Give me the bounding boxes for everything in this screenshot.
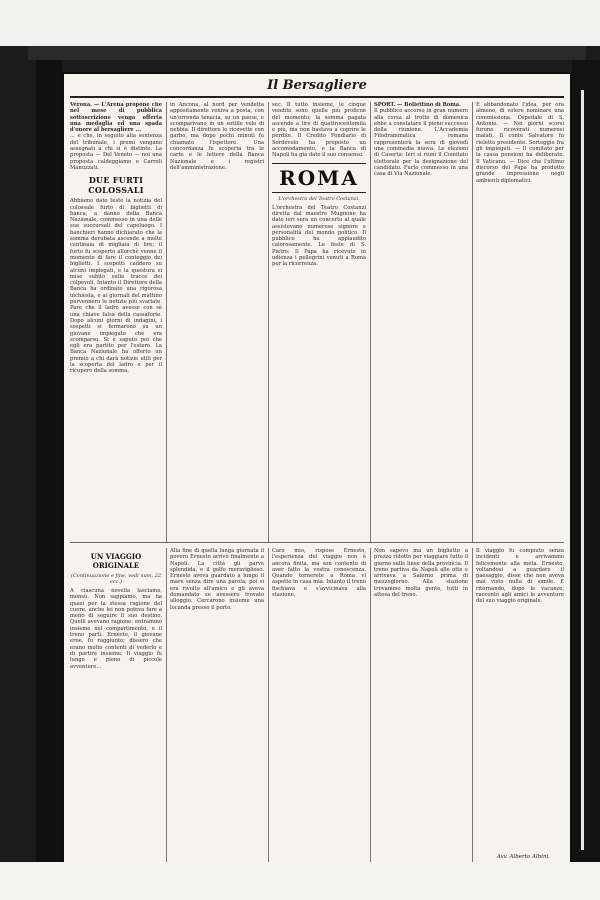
column-divider [268,548,269,866]
article-body-napoli: Alla fine di quella lunga giornata il povero Ernesto arrivò finalmente a Napoli. La città gli parve splendida, e il golfo meraviglioso. Ernesto aveva guardato a lungo il mare senza dire una parola; poi si era rivolto all'amico e gli aveva domandato se avessero trovato alloggio. Cercarono insieme una locanda presso il porto. [170,548,264,611]
article-body-ancona: in Ancona, al nord per vendetta appositamente veniva a posta, con un'orrenda tenacia, su un paese, e scomparivano in un sottile velo di nebbia. Il direttore lo ricevette con garbo, ma dopo pochi minuti fu chiamato l'ispettore. Una concordanza fu scoperta tra le carte e le lettere della Banca Nazionale e i registri dell'amministrazione. [170,102,264,171]
binding-edge-left [36,60,62,862]
column-3-top [272,102,366,542]
article-body-salerno: Non sapevo ma un biglietto a prezzo ridotto per viaggiare tutto il giorno sulle linee della provincia. Il treno partiva da Napoli alle otto e arrivava a Salerno prima di mezzogiorno. Alla stazione trovammo molta gente, tutti in attesa del treno. [374,548,468,599]
column-divider [268,102,269,542]
article-lead-sport: SPORT. — Bollettino di Roma. [374,102,461,108]
column-5-top [476,102,564,542]
column-divider [472,102,473,542]
column-divider [472,548,473,866]
article-body-roma: L'orchestra del Teatro Costanzi diretta dal maestro Mugnone ha dato ieri sera un concerto al quale assistevano numerose signore e personalità del mondo politico. Il pubblico ha applaudito calorosamente. Le feste di S. Pietro: Il Papa ha ricevuto in udienza i pellegrini venuti a Roma per la ricorrenza. [272,204,366,268]
article-lead-verona: Verona. — L'Arena propone che nel mese di pubblica sottoscrizione venga offerta una medaglia ed una spada d'onore al bersagliere ... [70,102,162,134]
masthead: Il Bersagliere [267,78,367,93]
column-2-top [170,102,264,542]
column-4-top [374,102,468,542]
column-divider [166,548,167,866]
scanner-background-top [0,0,600,46]
author-signature: Avv. Alberto Albini. [496,854,550,860]
article-body-vaticano: E abbandonato l'idea, per ora almeno, di volere nominare una commissione. Ospedale di S. Antonio. — Nei giorni scorsi furono ricoverati numerosi malati. Il conte Salvatore fu rieletto presidente. Sorteggio fra gli impiegati. — Il comitato per la cassa pensioni ha deliberato. Il Vaticano. — Dice che l'ultimo discorso del Papa ha prodotto grande impressione negli ambienti diplomatici. [476,102,564,184]
column-2-bottom [170,548,264,866]
subheading-orchestra: L'orchestra del Teatro Costanzi. [278,195,360,202]
heading-due-furti: DUE FURTI COLOSSALI [88,175,144,196]
newspaper-page [62,72,572,872]
column-3-bottom [272,548,366,866]
column-4-bottom [374,548,468,866]
article-body-due-furti: Abbiamo dato testè la notizia del colossale furto di biglietti di banca, a danno della Banca Nazionale, commesso in una delle sue succursali del capoluogo. I banchieri hanno dichiarato che la somma derubata ascende a molte centinaia di migliaia di lire; il furto fu scoperto allorchè venne il momento di fare il conteggio dei biglietti. I sospetti caddero su alcuni impiegati, e la questura si mise subito sulle tracce dei colpevoli. Intanto il Direttore della Banca ha ordinato una rigorosa inchiesta, e ai giornali del mattino pervennero le notizie più svariate. Pare che il ladro avesse con sè una chiave falsa della cassaforte. Dopo alcuni giorni di indagini, i sospetti si fermarono su un giovane impiegato che era scomparso. Si è saputo poi che egli era partito per l'estero. La Banca Nazionale ha offerto un premio a chi darà notizie utili per la scoperta del ladro e per il ricupero della somma. [70,198,162,375]
article-body-ernesto: Caro mio, rispose Ernesto, l'esperienza del viaggio non è ancora finita, ma son contento di aver fatto la vostra conoscenza. Quando tornerete a Roma vi aspetto in casa mia. Intanto il treno fischiava e s'avvicinava alla stazione. [272,548,366,599]
masthead-rule [70,96,564,98]
column-divider [370,102,371,542]
section-rule [70,542,564,543]
column-divider [166,102,167,542]
article-body-sport: Il pubblico accorso in gran numero alla corsa al trotto di domenica ebbe a constatare il pieno successo della riunione. L'Accademia Filodrammatica romana rappresenterà la sera di giovedì una commedia nuova. Le elezioni di Caserta: Ieri si riunì il Comitato elettorale per la designazione del candidato. Furto commesso in una casa di Via Nazionale. [374,108,468,178]
scanner-border-right [572,60,600,862]
article-body-credito: sec. Il tutto insieme, le cinque vendite sono quelle più proficue del momento; la somma pagata ascende a lire di quattrocentomila e più, ma non bastava a coprire le perdite. Il Credito Fondiario di Sordevolo ha proposto un accomodamento, e la Banca di Napoli ha già dato il suo consenso. [272,102,366,159]
heading-viaggio-originale: UN VIAGGIO ORIGINALE [90,552,142,570]
article-body-ritorno: Il viaggio fu compiuto senza incidenti e arrivammo felicemente alla meta. Ernesto, voltandosi a guardare il paesaggio, disse che non aveva mai visto nulla di simile. E ritornando, dopo le vacanze, raccontò agli amici le avventure del suo viaggio originale. [476,548,564,605]
column-divider [370,548,371,866]
heading-roma: ROMA [272,163,366,193]
page-edge-shadow [28,46,586,60]
column-5-bottom [476,548,564,866]
article-body-viaggio: A ciascuna novella lasciamo, monsù. Non sappiamo, ma ha quasi per la stessa ragione del cuore, anche lei non poteva fare a meno di seguire il suo destino. Quelli avevano ragione: entrammo insieme nel compartimento, e il treno partì. Ernesto, il giovane eroe, fu raggiunto; dissero che erano molto contenti di vederlo e di partire insieme. Il viaggio fu lungo e pieno di piccole avventure... [70,588,162,670]
column-1-bottom [70,548,162,866]
article-body-verona: ... e che, in seguito alla sentenza del tribunale, i premi vengano assegnati a chi si è distinto. La proposta — Del Veneto — noi una proposta caldeggiamo e Carroli Manuzzati. [70,133,162,171]
column-1-top [70,102,162,542]
subheading-continuazione: (Continuazione e fine, vedi num. 22 ecc.) [70,573,162,585]
scanner-background-bottom [0,862,600,900]
film-edge-mark [581,90,584,850]
